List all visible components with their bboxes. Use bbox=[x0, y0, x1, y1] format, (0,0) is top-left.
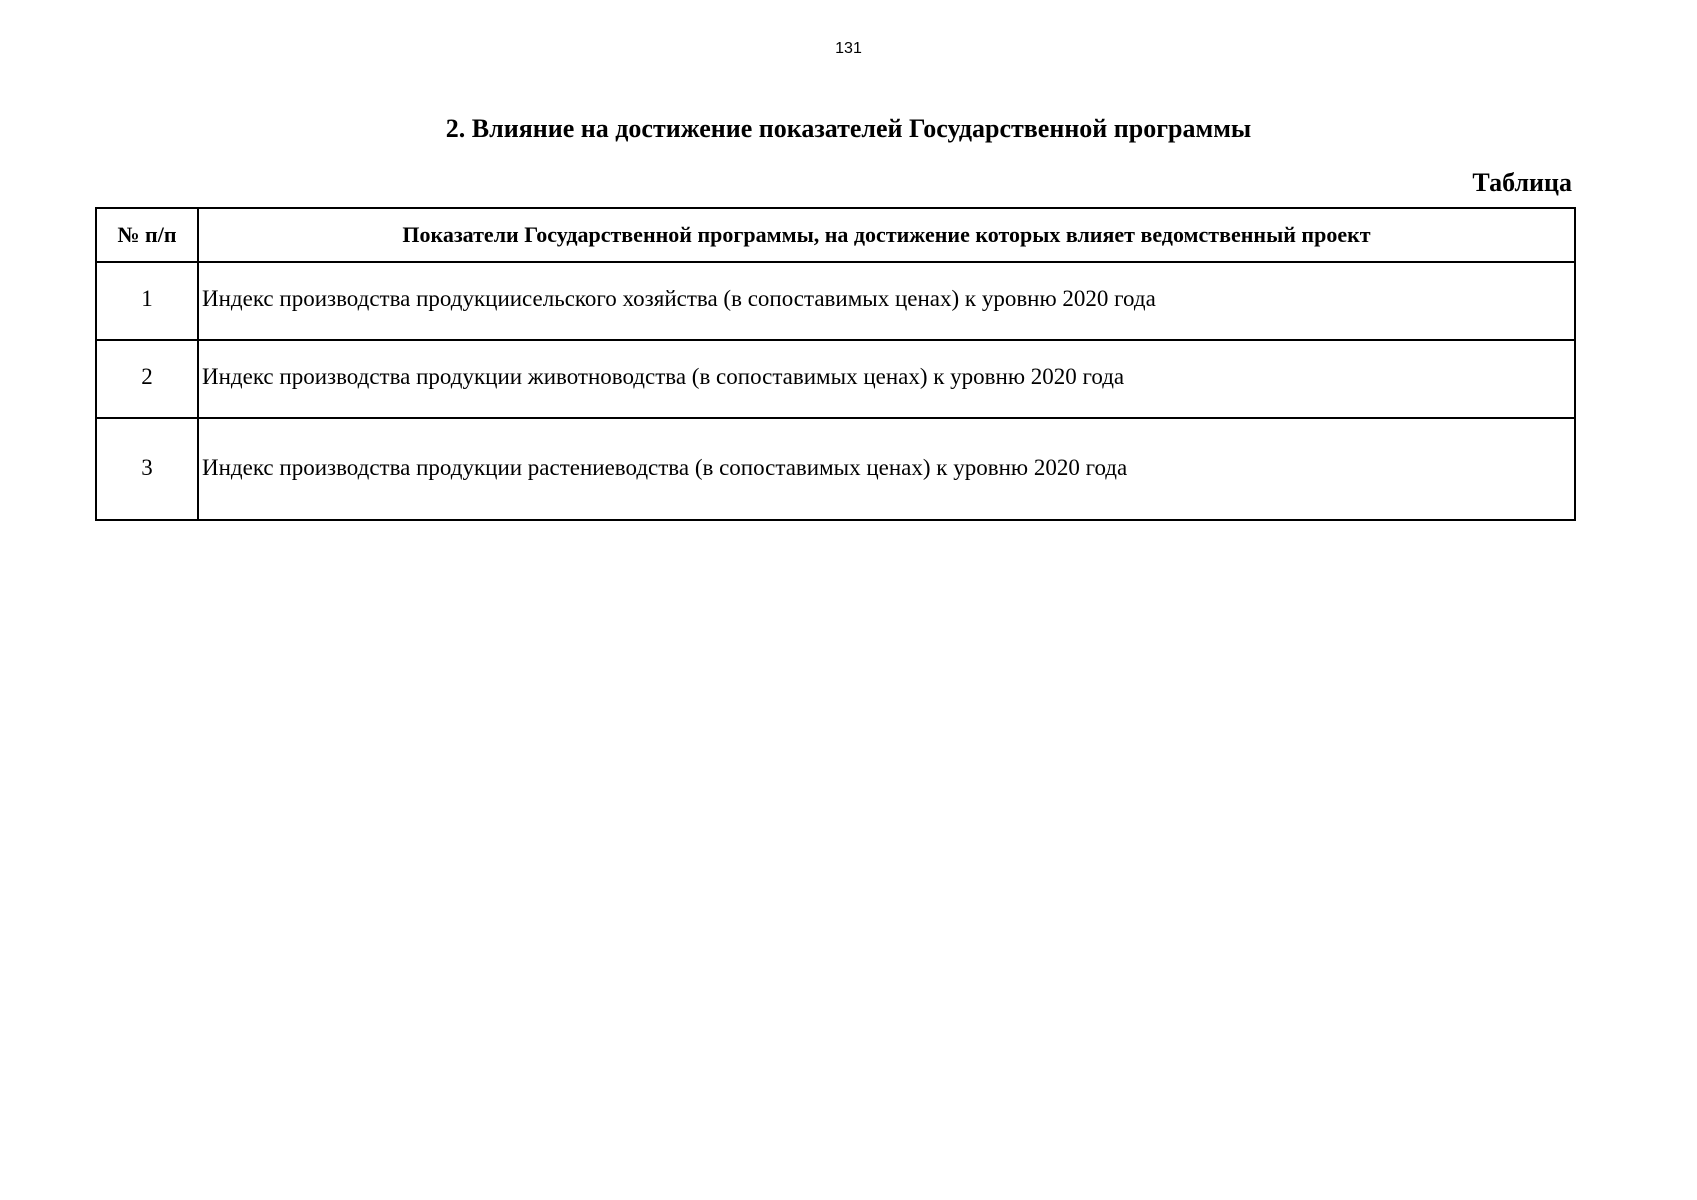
table-row bbox=[96, 418, 1575, 520]
indicators-table bbox=[95, 207, 1576, 521]
table-row bbox=[96, 262, 1575, 340]
row-number-cell bbox=[96, 340, 198, 418]
column-header-indicator: Показатели Государственной программы, на достижение которых влияет ведомственный проект bbox=[198, 208, 1575, 262]
indicator-cell bbox=[198, 262, 1575, 340]
indicator-text: Индекс производства продукциисельского хозяйства (в сопоставимых ценах) к уровню 2020 года bbox=[202, 286, 1156, 311]
indicator-cell bbox=[198, 340, 1575, 418]
indicator-text: Индекс производства продукции животноводства (в сопоставимых ценах) к уровню 2020 года bbox=[202, 364, 1125, 389]
row-number: 1 bbox=[141, 286, 153, 311]
row-number: 2 bbox=[141, 364, 153, 389]
table-caption: Таблица bbox=[1472, 168, 1572, 197]
table-row bbox=[96, 340, 1575, 418]
column-header-number: № п/п bbox=[96, 208, 198, 262]
page-number: 131 bbox=[835, 40, 862, 57]
row-number-cell bbox=[96, 262, 198, 340]
indicator-text: Индекс производства продукции растениеводства (в сопоставимых ценах) к уровню 2020 года bbox=[202, 455, 1128, 480]
indicator-cell bbox=[198, 418, 1575, 520]
table-header-row bbox=[96, 208, 1575, 262]
row-number: 3 bbox=[141, 455, 153, 480]
row-number-cell bbox=[96, 418, 198, 520]
section-title: 2. Влияние на достижение показателей Государственной программы bbox=[445, 114, 1252, 143]
